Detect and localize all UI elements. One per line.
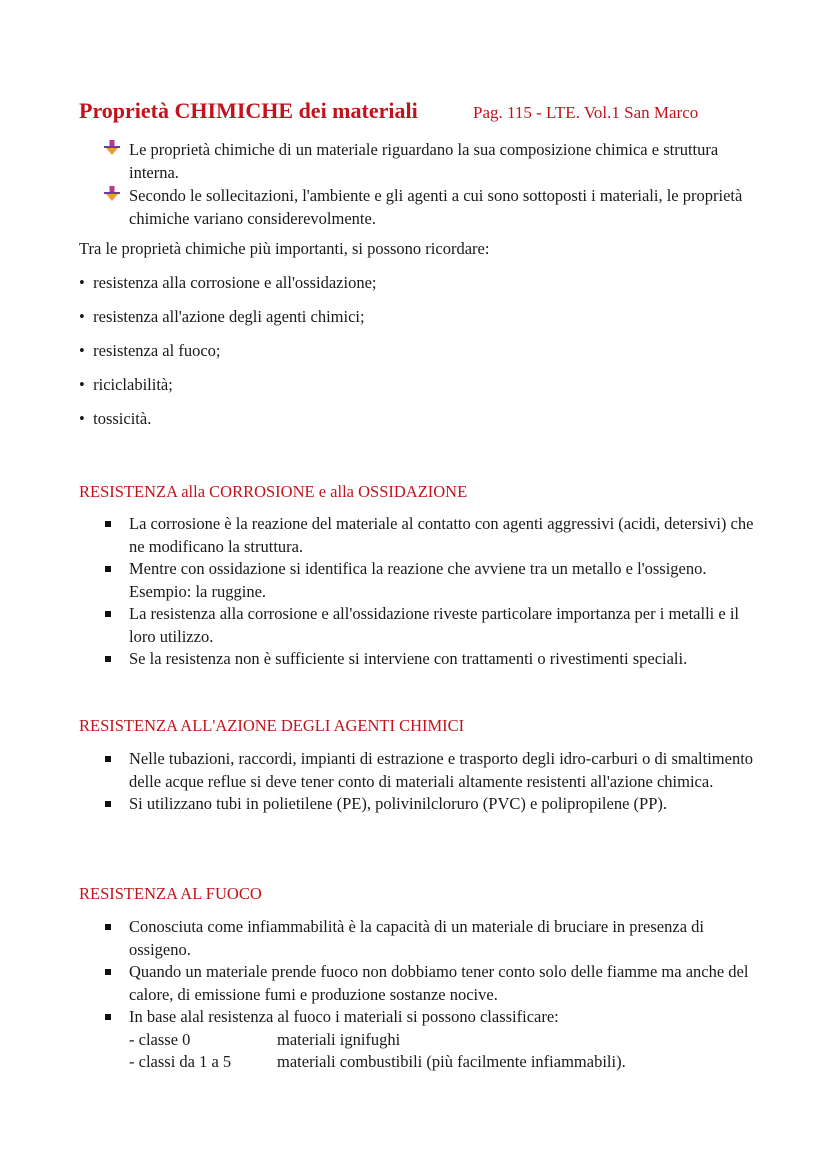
list-item: Si utilizzano tubi in polietilene (PE), polivinilcloruro (PVC) e polipropilene (PP).: [104, 793, 764, 816]
bullet-icon: •: [79, 375, 85, 394]
square-bullet-icon: [105, 566, 111, 572]
book-reference: Pag. 115 - LTE. Vol.1 San Marco: [473, 103, 699, 122]
section-title-chemical-agents: RESISTENZA ALL'AZIONE DEGLI AGENTI CHIMICI: [79, 716, 465, 735]
square-bullet-icon: [105, 924, 111, 930]
chemical-agents-list: [104, 748, 764, 816]
class-description: materiali combustibili (più facilmente infiammabili).: [277, 1052, 626, 1071]
square-bullet-icon: [105, 969, 111, 975]
square-bullet-icon: [105, 521, 111, 527]
intro-point: Le proprietà chimiche di un materiale riguardano la sua composizione chimica e struttura interna.: [104, 138, 764, 184]
page-title: Proprietà CHIMICHE dei materiali: [79, 98, 418, 123]
class-label: - classi da 1 a 5: [129, 1052, 232, 1071]
list-item: Se la resistenza non è sufficiente si interviene con trattamenti o rivestimenti speciali.: [104, 648, 764, 671]
fire-classes: [129, 1029, 764, 1074]
square-bullet-icon: [105, 801, 111, 807]
list-item: Quando un materiale prende fuoco non dobbiamo tener conto solo delle fiamme ma anche del calore, di emissione fumi e produzione sostanze nocive.: [104, 961, 764, 1006]
square-bullet-icon: [105, 656, 111, 662]
intro-point: Secondo le sollecitazioni, l'ambiente e gli agenti a cui sono sottoposti i materiali, le proprietà chimiche variano considerevolmente.: [104, 184, 764, 230]
list-item: Nelle tubazioni, raccordi, impianti di estrazione e trasporto degli idro-carburi o di smaltimento delle acque reflue si deve tener conto di materiali altamente resistenti all'azione chimica.: [104, 748, 764, 793]
intro-text: Tra le proprietà chimiche più importanti, si possono ricordare:: [79, 239, 490, 258]
square-bullet-icon: [105, 756, 111, 762]
property-item: • resistenza al fuoco;: [79, 341, 221, 360]
properties-list: [79, 271, 377, 441]
list-item: La corrosione è la reazione del materiale al contatto con agenti aggressivi (acidi, detersivi) che ne modificano la struttura.: [104, 513, 764, 558]
intro-points: [104, 138, 764, 230]
square-bullet-icon: [105, 611, 111, 617]
list-item: Mentre con ossidazione si identifica la reazione che avviene tra un metallo e l'ossigeno. Esempio: la ruggine.: [104, 558, 764, 603]
fire-resistance-list: [104, 916, 764, 1074]
class-label: - classe 0: [129, 1029, 191, 1049]
page-header: [79, 98, 779, 128]
bullet-icon: •: [79, 341, 85, 360]
square-bullet-icon: [105, 1014, 111, 1020]
property-item: • resistenza alla corrosione e all'ossidazione;: [79, 273, 377, 292]
property-item: • resistenza all'azione degli agenti chimici;: [79, 307, 365, 326]
class-description: materiali ignifughi: [277, 1029, 401, 1049]
down-arrow-icon: [104, 186, 120, 202]
bullet-icon: •: [79, 409, 85, 428]
section-title-fire: RESISTENZA AL FUOCO: [79, 884, 262, 903]
bullet-icon: •: [79, 273, 85, 292]
list-item: La resistenza alla corrosione e all'ossidazione riveste particolare importanza per i metalli e il loro utilizzo.: [104, 603, 764, 648]
section-title-corrosion: RESISTENZA alla CORROSIONE e alla OSSIDAZIONE: [79, 482, 468, 501]
bullet-icon: •: [79, 307, 85, 326]
property-item: • riciclabilità;: [79, 375, 173, 394]
corrosion-list: [104, 513, 764, 671]
list-item: In base alal resistenza al fuoco i materiali si possono classificare: - classe 0 materiali ignifughi - classi da 1 a 5 materiali combustibili (più facilmente infiammabili).: [104, 1006, 764, 1074]
list-item: Conosciuta come infiammabilità è la capacità di un materiale di bruciare in presenza di ossigeno.: [104, 916, 764, 961]
down-arrow-icon: [104, 140, 120, 156]
property-item: • tossicità.: [79, 409, 152, 428]
